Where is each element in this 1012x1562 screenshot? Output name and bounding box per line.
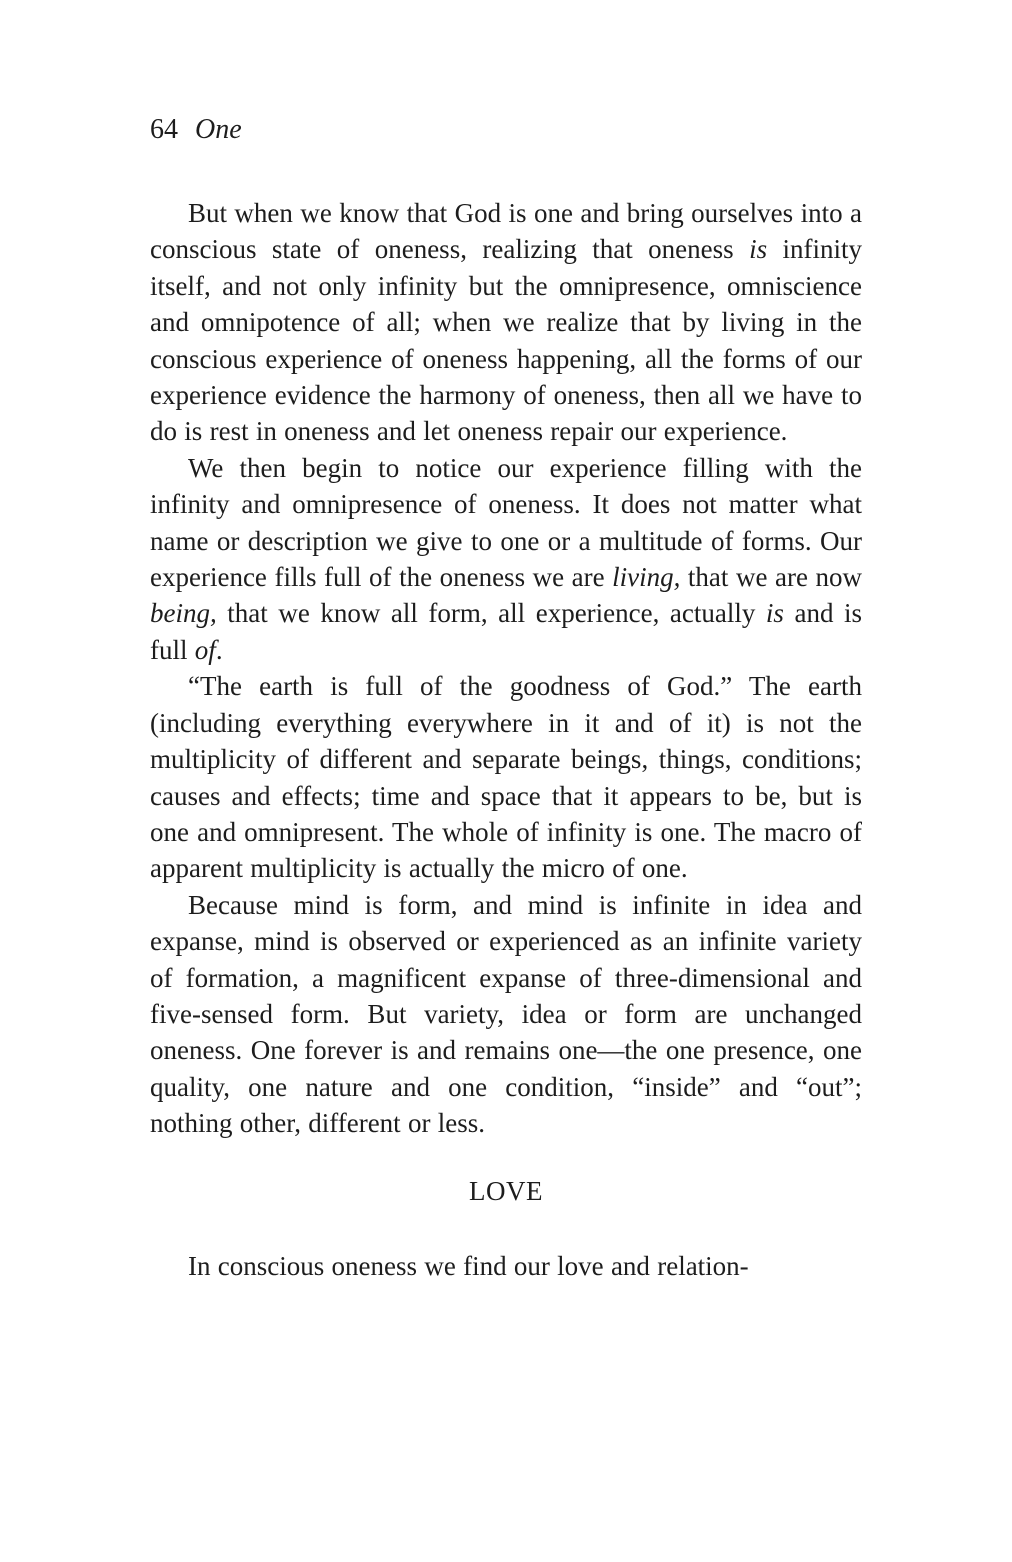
text-block: [150, 195, 862, 1284]
text-run: that we know all form, all experience, actually: [216, 598, 766, 629]
paragraph: [150, 1248, 862, 1284]
paragraph: [150, 195, 862, 450]
text-run: Because mind is form, and mind is infinite in idea and expanse, mind is observed or experienced as an infinite variety of formation, a magnificent expanse of three-dimensional and five-sensed form. But variety, idea or form are unchanged oneness. One forever is and remains one—the one presence, one quality, one nature and one condition, “inside” and “out”; nothing other, different or less.: [150, 889, 862, 1139]
text-run: But when we know that God is one and bring ourselves into a conscious state of oneness, realizing that oneness: [150, 198, 862, 265]
text-run: infinity itself, and not only infinity but the omnipresence, omniscience and omnipotence of all; when we realize that by living in the conscious experience of oneness happening, all the forms of our experience evidence the harmony of oneness, then all we have to do is rest in oneness and let oneness repair our experience.: [150, 234, 862, 447]
running-header: [150, 112, 862, 148]
paragraph: [150, 450, 862, 668]
paragraph: [150, 887, 862, 1142]
running-head-title: One: [195, 114, 242, 145]
text-run-italic: of: [194, 634, 216, 665]
text-run-italic: is: [749, 234, 768, 265]
text-run: .: [215, 634, 223, 665]
text-run: In conscious oneness we find our love and relation-: [188, 1250, 749, 1281]
text-run: that we are now: [680, 562, 862, 593]
text-run-italic: living,: [612, 562, 681, 593]
text-run-italic: being,: [150, 598, 217, 629]
text-run: and is full: [150, 598, 862, 665]
paragraph: [150, 668, 862, 886]
text-run: We then begin to notice our experience filling with the infinity and omnipresence of oneness. It does not matter what name or description we give to one or a multitude of forms. Our experience fills full of the oneness we are: [150, 452, 862, 593]
section-heading: LOVE: [469, 1175, 543, 1206]
text-run: “The earth is full of the goodness of God.” The earth (including everything everywhere in it and of it) is not the multiplicity of different and separate beings, things, conditions; causes and effects; time and space that it appears to be, but is one and omnipresent. The whole of infinity is one. The macro of apparent multiplicity is actually the micro of one.: [150, 671, 862, 884]
text-run-italic: is: [765, 598, 784, 629]
page-number: 64: [150, 114, 178, 145]
